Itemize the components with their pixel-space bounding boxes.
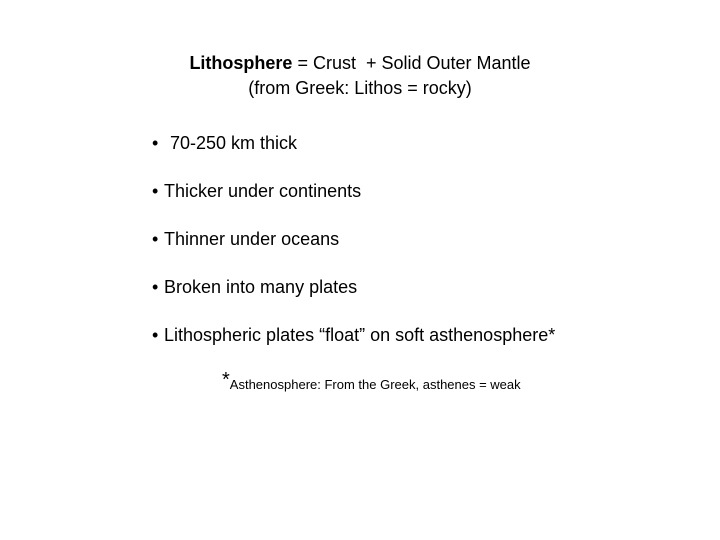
bullet-item [152,275,555,323]
bullet-marker: • [152,133,159,153]
footnote-asterisk: * [222,369,230,391]
bullet-marker: • [152,181,159,201]
title-term: Lithosphere [189,53,293,73]
footnote-text: Asthenosphere: From the Greek, asthenes = weak [229,377,521,392]
bullet-item [152,131,555,179]
bullet-text: Lithospheric plates “float” on soft asthenosphere* [164,325,556,345]
bullet-text: Thicker under continents [164,181,362,201]
bullet-marker: • [152,325,159,345]
bullet-item [152,179,555,227]
footnote [222,370,521,400]
title-etymology: (from Greek: Lithos = rocky) [248,78,472,98]
slide-title [0,51,720,76]
bullet-text: Broken into many plates [164,277,358,297]
bullet-text: Thinner under oceans [164,229,340,249]
title-definition: = Crust + Solid Outer Mantle [292,53,531,73]
bullet-marker: • [152,229,159,249]
bullet-text: 70-250 km thick [170,133,298,153]
bullet-marker: • [152,277,159,297]
bullet-list [152,131,555,371]
bullet-item [152,323,555,371]
bullet-item [152,227,555,275]
